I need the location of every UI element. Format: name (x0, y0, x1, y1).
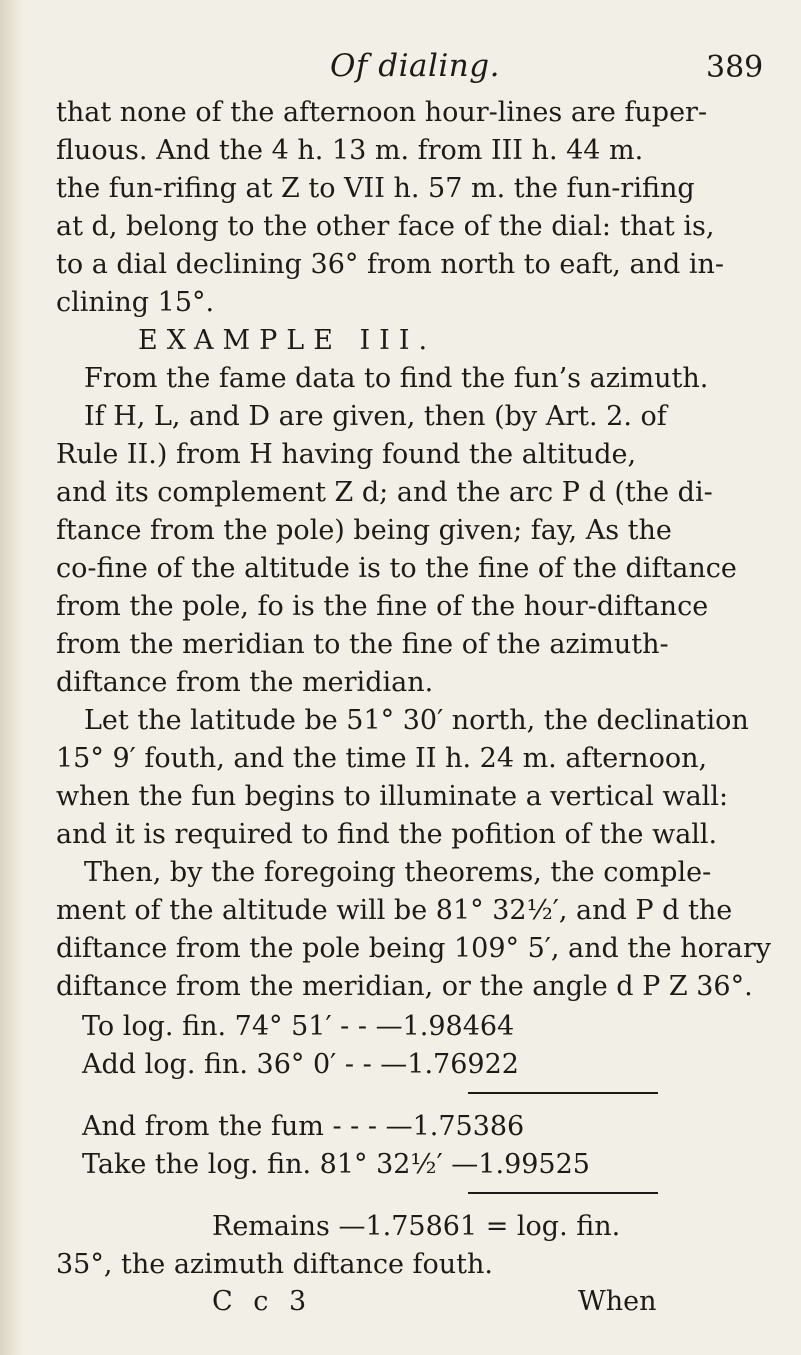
sum-rule (468, 1092, 658, 1094)
log-calc-line: Take the log. fin. 81° 32½′ —1.99525 (82, 1149, 590, 1180)
text-line: that none of the afternoon hour-lines are fuper- (56, 97, 708, 128)
text-line: from the meridian to the fine of the azimuth- (56, 629, 669, 660)
text-line: when the fun begins to illuminate a vertical wall: (56, 781, 729, 812)
text-line: From the fame data to find the fun’s azimuth. (84, 363, 709, 394)
text-line: from the pole, fo is the fine of the hour-diftance (56, 591, 709, 622)
text-line: ftance from the pole) being given; fay, As the (56, 515, 672, 546)
text-line: Let the latitude be 51° 30′ north, the declination (84, 705, 749, 736)
text-line: 35°, the azimuth diftance fouth. (56, 1249, 493, 1280)
text-line: and it is required to find the pofition of the wall. (56, 819, 718, 850)
signature-mark: C c 3 (212, 1286, 313, 1317)
text-line: at d, belong to the other face of the dial: that is, (56, 211, 715, 242)
log-calc-result: Remains —1.75861 = log. fin. (212, 1211, 621, 1242)
log-calc-line: To log. fin. 74° 51′ - - —1.98464 (82, 1011, 515, 1042)
text-line: diftance from the meridian. (56, 667, 434, 698)
log-calc-line: Add log. fin. 36° 0′ - - —1.76922 (82, 1049, 519, 1080)
text-line: Rule II.) from H having found the altitude, (56, 439, 637, 470)
difference-rule (468, 1192, 658, 1194)
text-line: the fun-rifing at Z to VII h. 57 m. the fun-rifing (56, 173, 695, 204)
text-line: Then, by the foregoing theorems, the comple- (84, 857, 712, 888)
text-line: diftance from the pole being 109° 5′, and the horary (56, 933, 772, 964)
example-heading: EXAMPLE III. (138, 325, 437, 356)
text-line: If H, L, and D are given, then (by Art. 2. of (84, 401, 667, 432)
text-line: co-fine of the altitude is to the fine of the diftance (56, 553, 737, 584)
page-header (0, 48, 801, 98)
running-title: Of dialing. (330, 48, 500, 84)
text-line: to a dial declining 36° from north to eaft, and in- (56, 249, 724, 280)
text-line: fluous. And the 4 h. 13 m. from III h. 44 m. (56, 135, 644, 166)
text-line: diftance from the meridian, or the angle d P Z 36°. (56, 971, 753, 1002)
text-line: and its complement Z d; and the arc P d (the di- (56, 477, 713, 508)
catchword: When (578, 1286, 657, 1317)
text-line: ment of the altitude will be 81° 32½′, and P d the (56, 895, 733, 926)
text-line: 15° 9′ fouth, and the time II h. 24 m. afternoon, (56, 743, 708, 774)
text-line: clining 15°. (56, 287, 215, 318)
page-number: 389 (706, 50, 764, 85)
log-calc-line: And from the fum - - - —1.75386 (82, 1111, 525, 1142)
